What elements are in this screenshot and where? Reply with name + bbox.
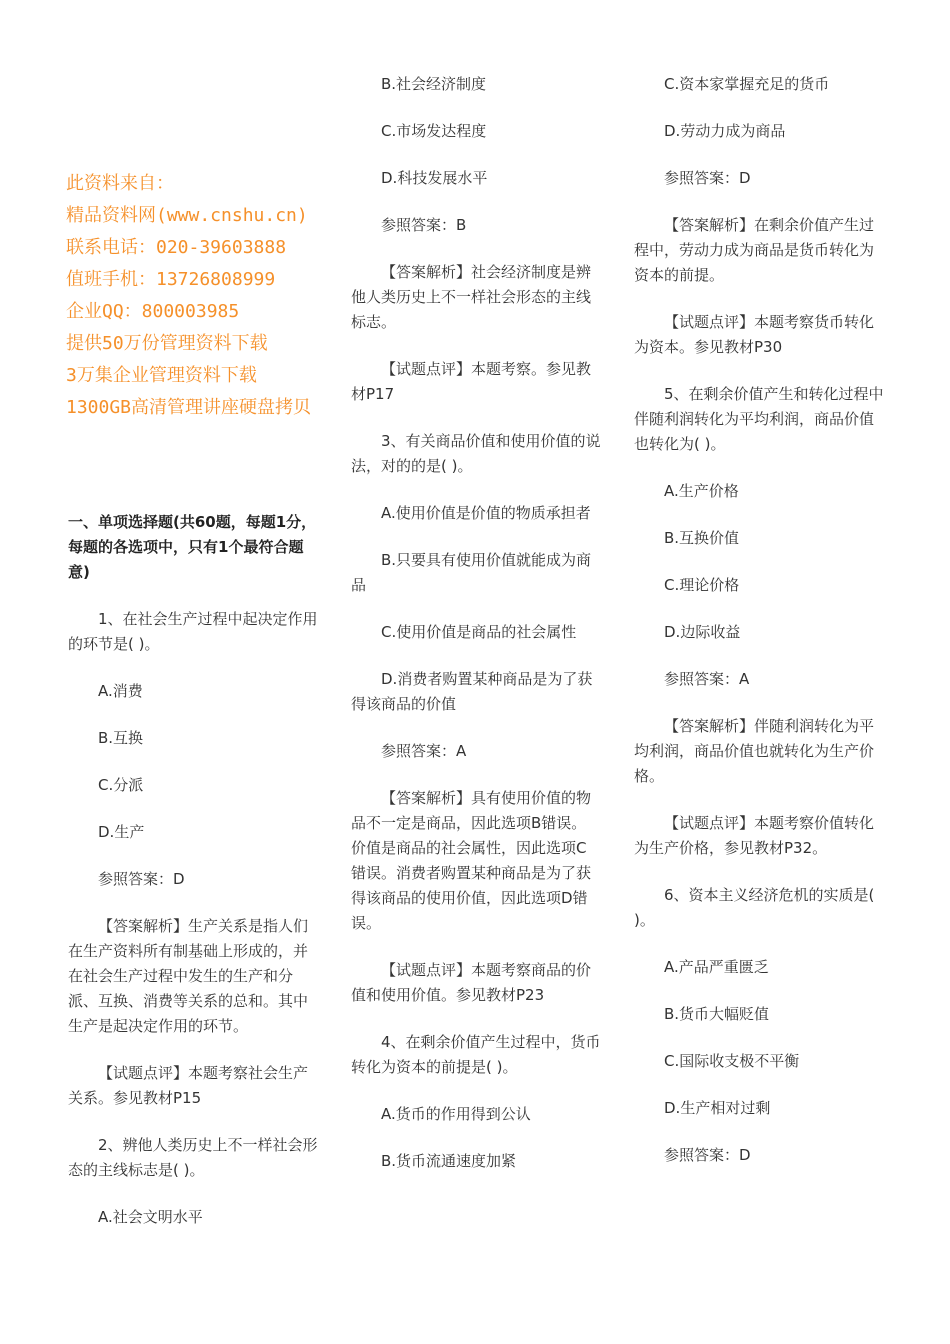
column-right [634,72,884,1190]
option: C.国际收支极不平衡 [664,1052,800,1070]
option: A.社会文明水平 [98,1208,203,1226]
option: D.消费者购置某种商品是为了获得该商品的价值 [351,670,593,713]
option: A.生产价格 [664,482,739,500]
option: D.边际收益 [664,623,741,641]
question-comment: 【试题点评】本题考察价值转化为生产价格，参见教材P32。 [634,814,875,857]
answer-analysis: 【答案解析】社会经济制度是辨他人类历史上不一样社会形态的主线标志。 [351,263,592,331]
option: C.市场发达程度 [381,122,487,140]
option: A.产品严重匮乏 [664,958,769,976]
ad-line: 1300GB高清管理讲座硬盘拷贝 [66,397,312,418]
answer-analysis: 【答案解析】在剩余价值产生过程中，劳动力成为商品是货币转化为资本的前提。 [634,216,875,284]
reference-answer: 参照答案：A [664,670,750,688]
option: B.互换价值 [664,529,740,547]
question-3: 3、有关商品价值和使用价值的说法，对的的是( )。 [351,432,601,475]
ad-line: 3万集企业管理资料下载 [66,365,257,386]
answer-analysis: 【答案解析】具有使用价值的物品不一定是商品，因此选项B错误。价值是商品的社会属性，因此选项C错误。消费者购置某种商品是为了获得该商品的使用价值，因此选项D错误。 [351,789,592,932]
reference-answer: 参照答案：D [98,870,185,888]
reference-answer: 参照答案：D [664,1146,751,1164]
ad-line: 精品资料网(www.cnshu.cn) [66,205,308,226]
answer-analysis: 【答案解析】伴随利润转化为平均利润，商品价值也就转化为生产价格。 [634,717,875,785]
question-5: 5、在剩余价值产生和转化过程中伴随利润转化为平均利润，商品价值也转化为( )。 [634,385,884,453]
question-comment: 【试题点评】本题考察社会生产关系。参见教材P15 [68,1064,309,1107]
option: D.科技发展水平 [381,169,488,187]
ad-line: 联系电话：020-39603888 [66,237,287,258]
option: C.理论价格 [664,576,740,594]
section-heading: 一、单项选择题(共60题，每题1分，每题的各选项中，只有1个最符合题意) [68,513,317,581]
option: B.社会经济制度 [381,75,487,93]
option: D.劳动力成为商品 [664,122,786,140]
reference-answer: 参照答案：D [664,169,751,187]
reference-answer: 参照答案：A [381,742,467,760]
option: B.互换 [98,729,144,747]
answer-analysis: 【答案解析】生产关系是指人们在生产资料所有制基础上形成的，并在社会生产过程中发生的生产和分派、互换、消费等关系的总和。其中生产是起决定作用的环节。 [68,917,309,1035]
option: B.货币流通速度加紧 [381,1152,517,1170]
option: B.货币大幅贬值 [664,1005,770,1023]
question-1: 1、在社会生产过程中起决定作用的环节是( )。 [68,610,318,653]
question-2: 2、辨他人类历史上不一样社会形态的主线标志是( )。 [68,1136,318,1179]
option: C.资本家掌握充足的货币 [664,75,830,93]
ad-line: 此资料来自： [66,173,174,194]
option: C.使用价值是商品的社会属性 [381,623,577,641]
option: D.生产 [98,823,145,841]
option: A.货币的作用得到公认 [381,1105,531,1123]
question-6: 6、资本主义经济危机的实质是( )。 [634,886,875,929]
question-4: 4、在剩余价值产生过程中，货币转化为资本的前提是( )。 [351,1033,601,1076]
option: B.只要具有使用价值就能成为商品 [351,551,592,594]
option: A.消费 [98,682,143,700]
question-comment: 【试题点评】本题考察货币转化为资本。参见教材P30 [634,313,875,356]
ad-line: 企业QQ：800003985 [66,301,240,322]
option: D.生产相对过剩 [664,1099,771,1117]
option: C.分派 [98,776,144,794]
ad-line: 值班手机：13726808999 [66,269,276,290]
question-comment: 【试题点评】本题考察商品的价值和使用价值。参见教材P23 [351,961,592,1004]
source-watermark [66,168,366,424]
column-middle [351,72,601,1196]
reference-answer: 参照答案：B [381,216,467,234]
ad-line: 提供50万份管理资料下载 [66,333,268,354]
question-comment: 【试题点评】本题考察。参见教材P17 [351,360,592,403]
option: A.使用价值是价值的物质承担者 [381,504,591,522]
